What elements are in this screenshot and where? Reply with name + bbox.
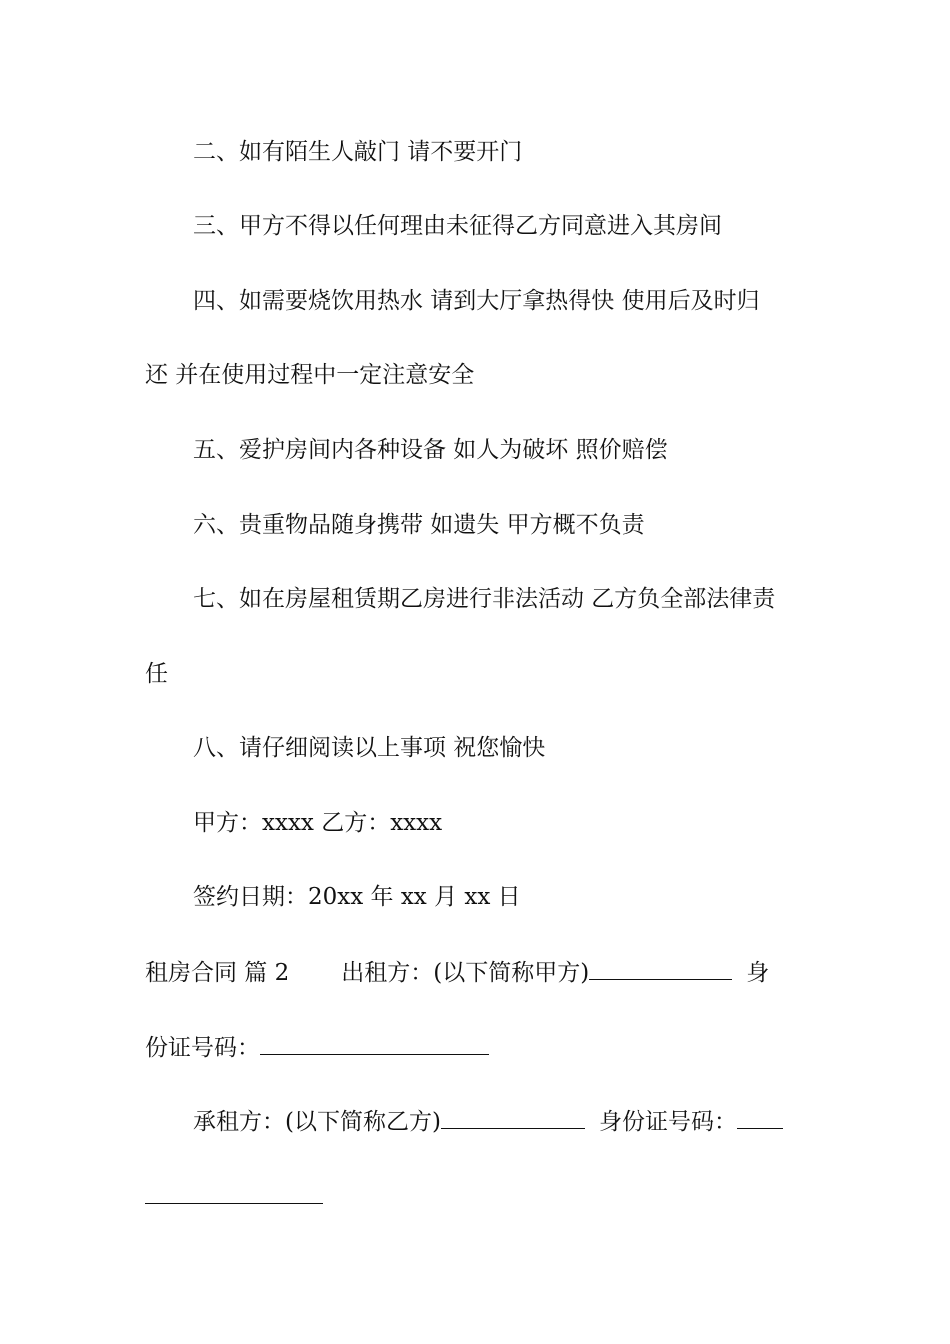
- lessee-id-continuation: [145, 1181, 810, 1212]
- clause-4-line-2: 还 并在使用过程中一定注意安全: [145, 362, 475, 388]
- contract2-header-line: [145, 957, 810, 988]
- lessee-label: 承租方：(以下简称乙方): [193, 1109, 441, 1135]
- lessor-name-blank: [589, 957, 732, 980]
- clause-3: 三、甲方不得以任何理由未征得乙方同意进入其房间: [193, 213, 722, 239]
- clause-5: 五、爱护房间内各种设备 如人为破坏 照价赔偿: [193, 437, 668, 463]
- lessee-id-blank-start: [737, 1106, 783, 1129]
- clause-4-line-1: 四、如需要烧饮用热水 请到大厅拿热得快 使用后及时归: [193, 288, 760, 314]
- parties-line: 甲方：xxxx 乙方：xxxx: [193, 810, 443, 836]
- clause-2: 二、如有陌生人敲门 请不要开门: [193, 139, 523, 165]
- lessor-label: 出租方：(以下简称甲方): [341, 960, 590, 986]
- lessor-id-label-start: 身: [746, 960, 770, 986]
- lessee-line: [193, 1106, 810, 1137]
- lessee-id-blank-end: [145, 1181, 323, 1204]
- clause-6: 六、贵重物品随身携带 如遗失 甲方概不负责: [193, 512, 645, 538]
- lessor-id-label: 份证号码：: [145, 1035, 260, 1061]
- lessor-id-line: [145, 1032, 810, 1063]
- contract2-heading: 租房合同 篇 2: [145, 960, 290, 986]
- lessee-id-label: 身份证号码：: [598, 1109, 737, 1135]
- clause-8: 八、请仔细阅读以上事项 祝您愉快: [193, 735, 546, 761]
- lessee-name-blank: [441, 1106, 585, 1129]
- clause-7-line-2: 任: [145, 661, 168, 687]
- sign-date: 签约日期：20xx 年 xx 月 xx 日: [193, 884, 521, 910]
- lessor-id-blank: [260, 1032, 489, 1055]
- clause-7-line-1: 七、如在房屋租赁期乙房进行非法活动 乙方负全部法律责: [193, 586, 776, 612]
